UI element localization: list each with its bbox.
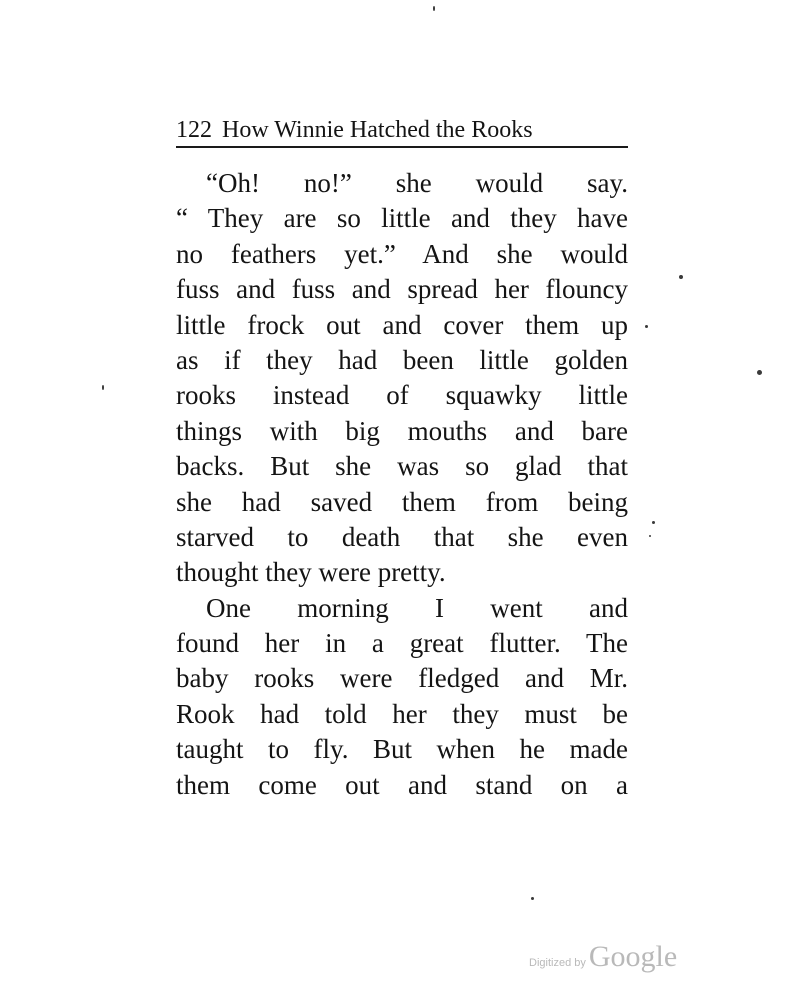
text-line: “ They are so little and they have: [176, 203, 628, 234]
digitized-watermark: [529, 940, 677, 974]
running-header: [176, 112, 628, 148]
scan-speck: [645, 325, 648, 328]
text-line: them come out and stand on a: [176, 769, 628, 800]
text-line: found her in a great flutter. The: [176, 628, 628, 659]
running-title: How Winnie Hatched the Rooks: [222, 117, 533, 143]
text-line: One morning I went and: [206, 592, 628, 623]
scan-speck: [531, 897, 534, 900]
scan-speck: [102, 385, 104, 390]
text-line: “Oh! no!” she would say.: [206, 168, 628, 198]
text-line: baby rooks were fledged and Mr.: [176, 663, 628, 694]
text-line: things with big mouths and bare: [176, 415, 628, 446]
text-line: starved to death that she even: [176, 521, 628, 552]
text-line: no feathers yet.” And she would: [176, 238, 628, 269]
google-logo: Google: [588, 940, 678, 973]
watermark-prefix: Digitized by: [529, 957, 586, 969]
text-line: little frock out and cover them up: [176, 309, 628, 340]
scan-speck: [652, 521, 655, 524]
text-line: backs. But she was so glad that: [176, 451, 628, 482]
text-line: she had saved them from being: [176, 486, 628, 517]
text-line: taught to fly. But when he made: [176, 734, 628, 765]
text-line: thought they were pretty.: [176, 557, 446, 588]
text-line: as if they had been little golden: [176, 344, 628, 375]
page-number: 122: [176, 117, 212, 143]
scan-speck: [679, 275, 683, 279]
scan-speck: [757, 370, 762, 375]
text-line: Rook had told her they must be: [176, 698, 628, 729]
text-line: rooks instead of squawky little: [176, 380, 628, 411]
scan-speck: [433, 6, 435, 11]
text-line: fuss and fuss and spread her flouncy: [176, 274, 628, 305]
body-text: [176, 166, 628, 803]
scan-speck: [649, 535, 651, 537]
